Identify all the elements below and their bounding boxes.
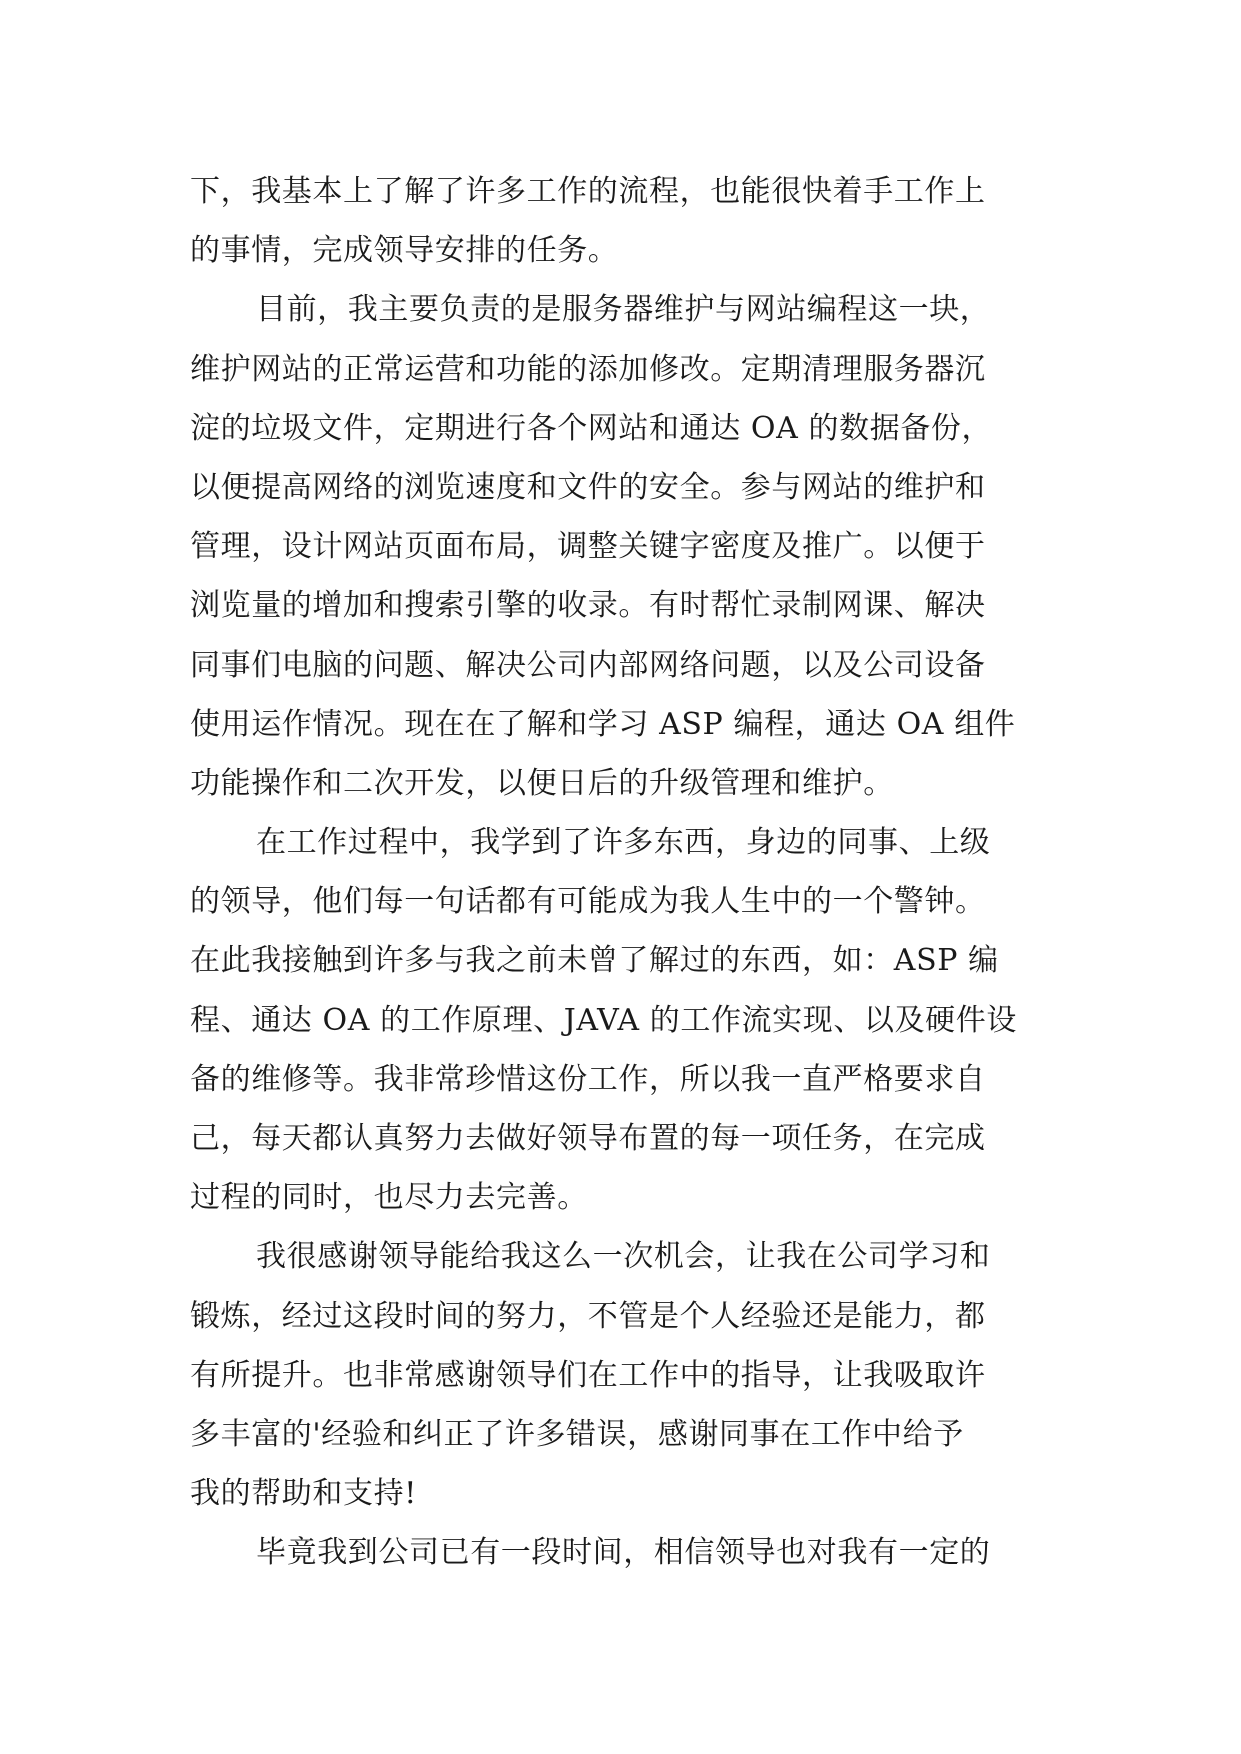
- text-line: 使用运作情况。现在在了解和学习 ASP 编程，通达 OA 组件: [190, 706, 1016, 742]
- text-line: 多丰富的'经验和纠正了许多错误，感谢同事在工作中给予: [190, 1416, 964, 1452]
- text-line: 毕竟我到公司已有一段时间，相信领导也对我有一定的: [256, 1535, 991, 1571]
- text-line: 功能操作和二次开发，以便日后的升级管理和维护。: [190, 765, 894, 801]
- text-line: 程、通达 OA 的工作原理、JAVA 的工作流实现、以及硬件设: [190, 1002, 1017, 1038]
- text-line: 己，每天都认真努力去做好领导布置的每一项任务，在完成: [190, 1121, 986, 1156]
- text-line: 我的帮助和支持!: [190, 1476, 417, 1512]
- text-line: 同事们电脑的问题、解决公司内部网络问题，以及公司设备: [190, 647, 986, 683]
- text-line: 我很感谢领导能给我这么一次机会，让我在公司学习和: [256, 1239, 991, 1275]
- text-line: 维护网站的正常运营和功能的添加修改。定期清理服务器沉: [190, 351, 986, 387]
- text-line: 锻炼，经过这段时间的努力，不管是个人经验还是能力，都: [190, 1298, 986, 1334]
- text-line: 管理，设计网站页面布局，调整关键字密度及推广。以便于: [190, 529, 986, 565]
- text-line: 淀的垃圾文件，定期进行各个网站和通达 OA 的数据备份，: [190, 410, 993, 446]
- text-line: 过程的同时，也尽力去完善。: [190, 1180, 588, 1216]
- text-line: 浏览量的增加和搜索引擎的收录。有时帮忙录制网课、解决: [190, 588, 986, 624]
- text-line: 在此我接触到许多与我之前未曾了解过的东西，如：ASP 编: [190, 943, 999, 979]
- document-body: [190, 162, 1060, 1583]
- text-line: 以便提高网络的浏览速度和文件的安全。参与网站的维护和: [190, 469, 986, 505]
- text-line: 备的维修等。我非常珍惜这份工作，所以我一直严格要求自: [190, 1061, 986, 1097]
- text-line: 在工作过程中，我学到了许多东西，身边的同事、上级: [256, 825, 991, 861]
- text-line: 的领导，他们每一句话都有可能成为我人生中的一个警钟。: [190, 884, 986, 920]
- text-line: 的事情，完成领导安排的任务。: [190, 233, 619, 269]
- text-line: 下，我基本上了解了许多工作的流程，也能很快着手工作上: [190, 174, 986, 209]
- text-line: 目前，我主要负责的是服务器维护与网站编程这一块，: [256, 292, 991, 328]
- text-line: 有所提升。也非常感谢领导们在工作中的指导，让我吸取许: [190, 1357, 986, 1393]
